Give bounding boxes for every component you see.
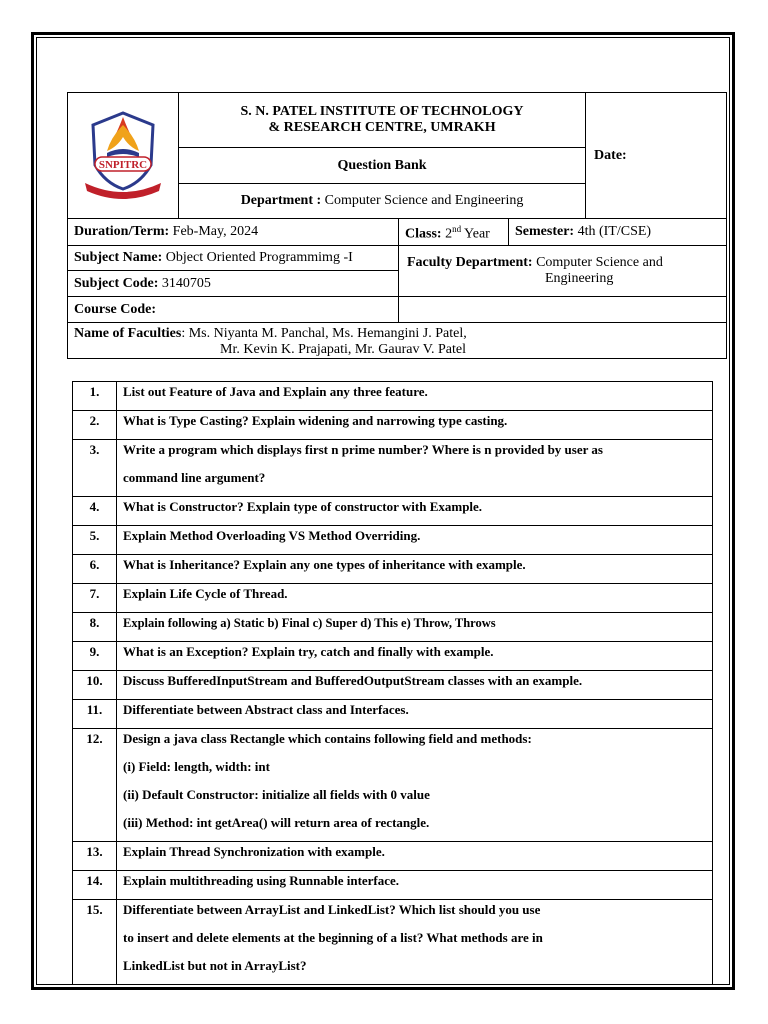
question-number: 5. xyxy=(73,526,117,555)
questions-table xyxy=(72,381,713,985)
question-text: What is Type Casting? Explain widening and narrowing type casting. xyxy=(117,411,713,440)
question-number: 3. xyxy=(73,440,117,497)
header-table xyxy=(67,92,727,359)
faculties-cell: Name of Faculties: Ms. Niyanta M. Panchal, Ms. Hemangini J. Patel, Mr. Kevin K. Prajapati, Mr. Gaurav V. Patel xyxy=(68,323,727,359)
question-number: 7. xyxy=(73,584,117,613)
question-text: Write a program which displays first n prime number? Where is n provided by user as command line argument? xyxy=(117,440,713,497)
course-code-cell: Course Code: xyxy=(68,297,399,323)
question-row xyxy=(73,842,713,871)
question-number: 13. xyxy=(73,842,117,871)
question-text: List out Feature of Java and Explain any three feature. xyxy=(117,382,713,411)
duration-cell: Duration/Term: Feb-May, 2024 xyxy=(68,219,399,246)
subject-code-cell: Subject Code: 3140705 xyxy=(68,271,399,297)
question-number: 2. xyxy=(73,411,117,440)
date-cell: Date: xyxy=(586,93,727,219)
question-number: 6. xyxy=(73,555,117,584)
question-row xyxy=(73,382,713,411)
question-row xyxy=(73,497,713,526)
question-text: Explain multithreading using Runnable interface. xyxy=(117,871,713,900)
question-number: 1. xyxy=(73,382,117,411)
institute-logo-icon xyxy=(81,103,165,203)
question-text: Differentiate between ArrayList and LinkedList? Which list should you use to insert and delete elements at the beginning of a list? What methods are in LinkedList but not in ArrayList? xyxy=(117,900,713,985)
question-number: 8. xyxy=(73,613,117,642)
question-number: 12. xyxy=(73,729,117,842)
question-number: 11. xyxy=(73,700,117,729)
question-row xyxy=(73,584,713,613)
question-row xyxy=(73,642,713,671)
question-row xyxy=(73,900,713,985)
question-row xyxy=(73,613,713,642)
question-row xyxy=(73,526,713,555)
question-text: What is an Exception? Explain try, catch and finally with example. xyxy=(117,642,713,671)
question-number: 15. xyxy=(73,900,117,985)
question-text: Discuss BufferedInputStream and BufferedOutputStream classes with an example. xyxy=(117,671,713,700)
question-number: 4. xyxy=(73,497,117,526)
question-number: 14. xyxy=(73,871,117,900)
question-row xyxy=(73,700,713,729)
question-row xyxy=(73,555,713,584)
question-text: Explain following a) Static b) Final c) Super d) This e) Throw, Throws xyxy=(117,613,713,642)
question-row xyxy=(73,671,713,700)
department-row: Department : Computer Science and Engineering xyxy=(179,184,586,219)
question-text: What is Constructor? Explain type of constructor with Example. xyxy=(117,497,713,526)
question-row xyxy=(73,440,713,497)
question-row xyxy=(73,729,713,842)
question-text: Explain Life Cycle of Thread. xyxy=(117,584,713,613)
question-text: Design a java class Rectangle which contains following field and methods: (i) Field: length, width: int (ii) Default Constructor: initialize all fields with 0 value (iii) Method: int getArea() will return area of rectangle. xyxy=(117,729,713,842)
question-text: Explain Method Overloading VS Method Overriding. xyxy=(117,526,713,555)
svg-text:SNPITRC: SNPITRC xyxy=(98,159,148,171)
institute-name: S. N. PATEL INSTITUTE OF TECHNOLOGY & RESEARCH CENTRE, UMRAKH xyxy=(179,93,586,148)
class-cell: Class: 2nd Year xyxy=(399,219,509,246)
logo-cell xyxy=(68,93,179,219)
faculty-department-cell: Faculty Department: Computer Science and Engineering xyxy=(399,246,727,297)
semester-cell: Semester: 4th (IT/CSE) xyxy=(509,219,727,246)
question-text: Explain Thread Synchronization with example. xyxy=(117,842,713,871)
empty-cell xyxy=(399,297,727,323)
question-text: What is Inheritance? Explain any one types of inheritance with example. xyxy=(117,555,713,584)
subject-name-cell: Subject Name: Object Oriented Programmimg -I xyxy=(68,246,399,271)
question-number: 9. xyxy=(73,642,117,671)
question-text: Differentiate between Abstract class and Interfaces. xyxy=(117,700,713,729)
question-row xyxy=(73,411,713,440)
document-title: Question Bank xyxy=(179,148,586,184)
question-number: 10. xyxy=(73,671,117,700)
question-row xyxy=(73,871,713,900)
